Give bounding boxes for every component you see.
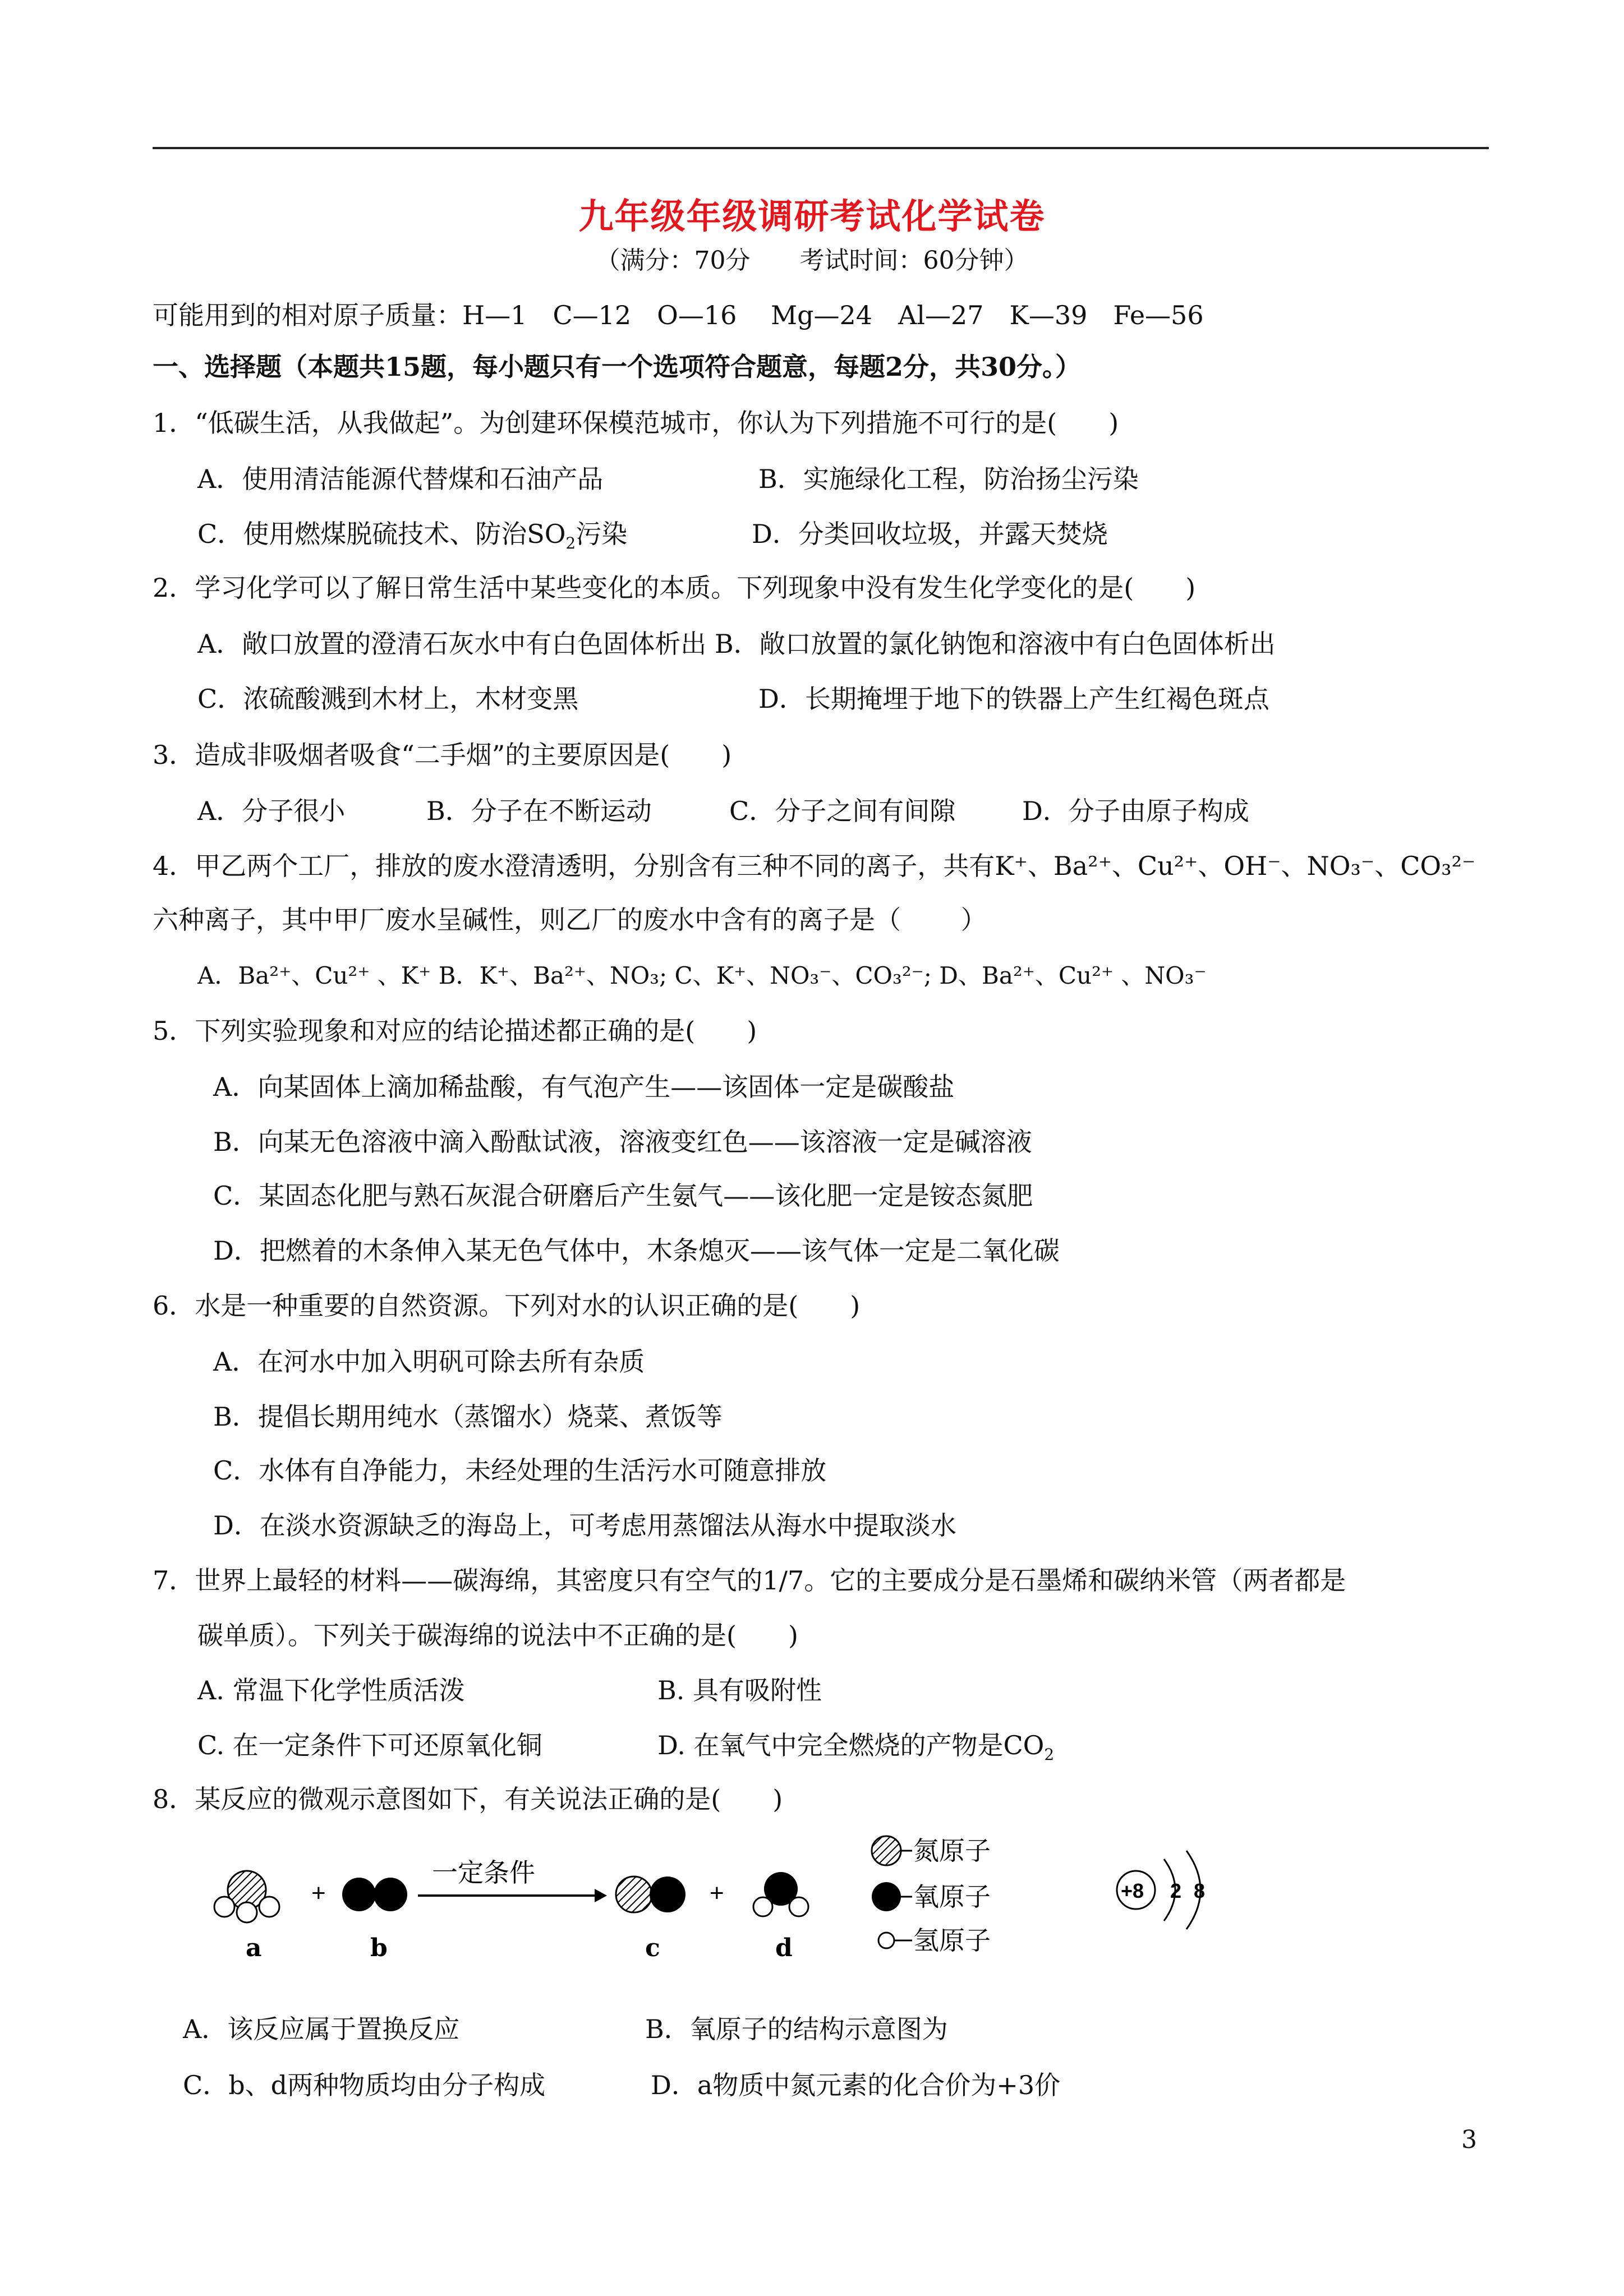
q5-option-a: A．向某固体上滴加稀盐酸，有气泡产生——该固体一定是碳酸盐 xyxy=(213,1072,955,1102)
q7-option-b: B. 具有吸附性 xyxy=(657,1675,822,1705)
exam-title: 九年级年级调研考试化学试卷 xyxy=(578,196,1046,237)
legend-hydrogen: 氢原子 xyxy=(913,1925,991,1956)
q2-option-ab: A．敞口放置的澄清石灰水中有白色固体析出 B．敞口放置的氯化钠饱和溶液中有白色固体析出 xyxy=(197,629,1276,659)
q8-option-d: D．a物质中氮元素的化合价为+3价 xyxy=(651,2070,1061,2100)
q5-stem: 5．下列实验现象和对应的结论描述都正确的是( ) xyxy=(153,1016,757,1046)
legend-oxygen: 氧原子 xyxy=(913,1882,991,1912)
plus-sign-1: + xyxy=(311,1879,326,1907)
molecule-a xyxy=(214,1871,279,1922)
header-rule xyxy=(153,147,1489,149)
q1-stem: 1．“低碳生活，从我做起”。为创建环保模范城市，你认为下列措施不可行的是( ) xyxy=(153,408,1119,438)
q1-option-a: A．使用清洁能源代替煤和石油产品 xyxy=(197,464,604,494)
molecule-b xyxy=(342,1878,407,1911)
q6-option-d: D．在淡水资源缺乏的海岛上，可考虑用蒸馏法从海水中提取淡水 xyxy=(213,1510,956,1541)
q5-option-d: D．把燃着的木条伸入某无色气体中，木条熄灭——该气体一定是二氧化碳 xyxy=(213,1235,1060,1266)
q4-stem: 4．甲乙两个工厂，排放的废水澄清透明，分别含有三种不同的离子，共有K⁺、Ba²⁺、Cu²⁺、OH⁻、NO₃⁻、CO₃²⁻ xyxy=(153,851,1476,881)
q2-option-c: C．浓硫酸溅到木材上，木材变黑 xyxy=(197,684,579,714)
q6-option-a: A．在河水中加入明矾可除去所有杂质 xyxy=(213,1347,645,1377)
q3-option-b: B．分子在不断运动 xyxy=(426,796,652,826)
section-heading: 一、选择题（本题共15题，每小题只有一个选项符合题意，每题2分，共30分。） xyxy=(153,352,1082,382)
label-a: a xyxy=(246,1934,262,1962)
molecule-d xyxy=(753,1872,808,1916)
molecule-c xyxy=(616,1877,686,1912)
exam-subtitle: （满分：70分 考试时间：60分钟） xyxy=(595,246,1029,275)
q1-option-c: C．使用燃煤脱硫技术、防治$SO_2$污染 xyxy=(197,519,628,553)
q3-option-a: A．分子很小 xyxy=(197,796,346,826)
q5-option-c: C．某固态化肥与熟石灰混合研磨后产生氨气——该化肥一定是铵态氮肥 xyxy=(213,1181,1033,1211)
q3-stem: 3．造成非吸烟者吸食“二手烟”的主要原因是( ) xyxy=(153,740,732,770)
q6-stem: 6．水是一种重要的自然资源。下列对水的认识正确的是( ) xyxy=(153,1290,861,1321)
label-b: b xyxy=(370,1934,388,1962)
plus-sign-2: + xyxy=(710,1879,724,1907)
arrow-head xyxy=(595,1889,607,1902)
q7-option-d: D. 在氧气中完全燃烧的产物是$CO_2$ xyxy=(657,1730,1055,1764)
q8-stem: 8．某反应的微观示意图如下，有关说法正确的是( ) xyxy=(153,1784,783,1814)
label-c: c xyxy=(645,1934,660,1962)
legend xyxy=(872,1836,991,1956)
q8-option-a: A．该反应属于置换反应 xyxy=(183,2014,460,2044)
q2-stem: 2．学习化学可以了解日常生活中某些变化的本质。下列现象中没有发生化学变化的是( ) xyxy=(153,573,1196,603)
q8-option-b: B．氧原子的结构示意图为 xyxy=(645,2014,948,2044)
q8-option-c: C．b、d两种物质均由分子构成 xyxy=(183,2070,546,2100)
q7-stem: 7．世界上最轻的材料——碳海绵，其密度只有空气的1/7。它的主要成分是石墨烯和碳纳米管（两者都是 xyxy=(153,1565,1346,1596)
q1-option-d: D．分类回收垃圾，并露天焚烧 xyxy=(752,519,1108,549)
label-d: d xyxy=(775,1934,793,1962)
shell-1-electrons: 2 xyxy=(1170,1879,1182,1902)
q7-option-c: C. 在一定条件下可还原氧化铜 xyxy=(197,1730,542,1760)
reaction-diagram xyxy=(208,1828,1262,1974)
q2-option-d: D．长期掩埋于地下的铁器上产生红褐色斑点 xyxy=(758,684,1269,714)
legend-nitrogen: 氮原子 xyxy=(913,1836,991,1866)
nucleus-charge: +8 xyxy=(1121,1879,1144,1902)
q7-stem-2: 碳单质）。下列关于碳海绵的说法中不正确的是( ) xyxy=(197,1620,798,1650)
q4-options: A．Ba²⁺、Cu²⁺ 、K⁺ B．K⁺、Ba²⁺、NO₃; C、K⁺、NO₃⁻、CO₃²⁻; D、Ba²⁺、Cu²⁺ 、NO₃⁻ xyxy=(197,962,1207,989)
q6-option-b: B．提倡长期用纯水（蒸馏水）烧菜、煮饭等 xyxy=(213,1401,723,1432)
q6-option-c: C．水体有自净能力，未经处理的生活污水可随意排放 xyxy=(213,1455,827,1486)
atomic-masses: 可能用到的相对原子质量：H—1 C—12 O—16 Mg—24 Al—27 K—39 Fe—56 xyxy=(153,300,1204,330)
q4-stem-2: 六种离子，其中甲厂废水呈碱性，则乙厂的废水中含有的离子是（ ） xyxy=(153,905,987,935)
q5-option-b: B．向某无色溶液中滴入酚酞试液，溶液变红色——该溶液一定是碱溶液 xyxy=(213,1127,1032,1157)
q3-option-c: C．分子之间有间隙 xyxy=(729,796,956,826)
reaction-condition: 一定条件 xyxy=(432,1857,535,1888)
shell-2-electrons: 8 xyxy=(1194,1879,1206,1902)
q7-option-a: A. 常温下化学性质活泼 xyxy=(197,1675,465,1705)
oxygen-atom-structure xyxy=(1117,1851,1205,1929)
q1-option-b: B．实施绿化工程，防治扬尘污染 xyxy=(758,464,1139,494)
q3-option-d: D．分子由原子构成 xyxy=(1022,796,1249,826)
page-number: 3 xyxy=(1461,2126,1477,2154)
